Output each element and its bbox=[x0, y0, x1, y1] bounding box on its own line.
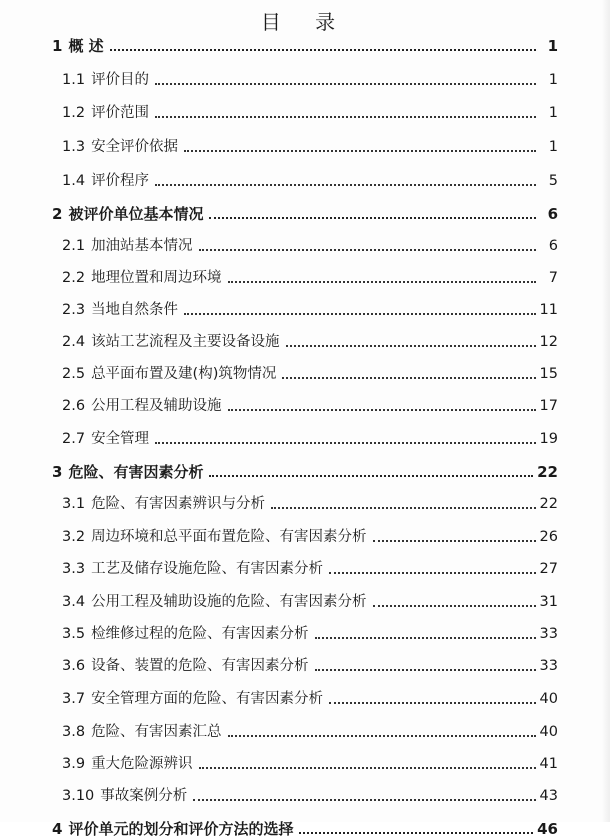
toc-entry-label: 事故案例分析 bbox=[100, 788, 188, 804]
toc-entry[interactable] bbox=[62, 66, 558, 90]
toc-entry-number: 4 bbox=[52, 820, 63, 838]
dot-leader bbox=[228, 408, 536, 411]
dot-leader bbox=[209, 474, 533, 477]
dot-leader bbox=[199, 248, 536, 251]
toc-entry-page-number: 6 bbox=[547, 205, 558, 223]
toc-entry[interactable] bbox=[52, 32, 558, 56]
toc-entry-page-number: 41 bbox=[539, 756, 558, 772]
toc-entry-label: 工艺及储存设施危险、有害因素分析 bbox=[91, 561, 324, 577]
toc-entry-number: 1 bbox=[52, 37, 63, 55]
toc-entry-label: 危险、有害因素汇总 bbox=[91, 724, 222, 740]
toc-entry[interactable] bbox=[62, 555, 558, 579]
dot-leader bbox=[315, 636, 536, 639]
dot-leader bbox=[282, 376, 535, 379]
toc-entry[interactable] bbox=[52, 458, 558, 482]
toc-entry-page-number: 43 bbox=[539, 788, 558, 804]
dot-leader bbox=[155, 115, 536, 118]
toc-entry[interactable] bbox=[62, 167, 558, 191]
toc-entry-page-number: 1 bbox=[548, 105, 558, 121]
toc-entry[interactable] bbox=[62, 296, 558, 320]
toc-entry-label: 周边环境和总平面布置危险、有害因素分析 bbox=[91, 529, 367, 545]
toc-entry[interactable] bbox=[62, 652, 558, 676]
toc-entry[interactable] bbox=[62, 328, 558, 352]
toc-entry-page-number: 33 bbox=[539, 626, 558, 642]
toc-entry-number: 1.4 bbox=[62, 173, 86, 189]
toc-entry-page-number: 33 bbox=[539, 658, 558, 674]
toc-entry-number: 3.9 bbox=[62, 756, 86, 772]
toc-entry[interactable] bbox=[52, 815, 558, 839]
toc-entry-label: 安全管理方面的危险、有害因素分析 bbox=[91, 691, 324, 707]
dot-leader bbox=[155, 82, 536, 85]
toc-entry-page-number: 6 bbox=[548, 238, 558, 254]
toc-entry-page-number: 27 bbox=[539, 561, 558, 577]
scan-edge-shadow bbox=[602, 0, 610, 822]
toc-entry-label: 地理位置和周边环境 bbox=[91, 270, 222, 286]
toc-entry[interactable] bbox=[62, 232, 558, 256]
toc-entry-number: 2.4 bbox=[62, 334, 86, 350]
toc-entry-label: 评价目的 bbox=[91, 72, 150, 88]
dot-leader bbox=[199, 766, 536, 769]
toc-entry-number: 2.3 bbox=[62, 302, 86, 318]
toc-entry-page-number: 1 bbox=[548, 72, 558, 88]
dot-leader bbox=[110, 48, 536, 51]
toc-entry-label: 总平面布置及建(构)筑物情况 bbox=[91, 366, 277, 382]
toc-entry[interactable] bbox=[62, 392, 558, 416]
toc-entry-page-number: 7 bbox=[548, 270, 558, 286]
toc-entry-label: 评价范围 bbox=[91, 105, 150, 121]
dot-leader bbox=[271, 506, 535, 509]
toc-entry-page-number: 26 bbox=[539, 529, 558, 545]
toc-entry-label: 设备、装置的危险、有害因素分析 bbox=[91, 658, 309, 674]
toc-entry-page-number: 40 bbox=[539, 691, 558, 707]
toc-entry-page-number: 19 bbox=[539, 431, 558, 447]
toc-entry-number: 3.5 bbox=[62, 626, 86, 642]
toc-entry[interactable] bbox=[62, 620, 558, 644]
toc-entry-label: 公用工程及辅助设施的危险、有害因素分析 bbox=[91, 594, 367, 610]
toc-entry-page-number: 1 bbox=[548, 139, 558, 155]
toc-entry[interactable] bbox=[62, 718, 558, 742]
toc-entry-label: 安全评价依据 bbox=[91, 139, 179, 155]
toc-entry-label: 被评价单位基本情况 bbox=[68, 205, 204, 223]
toc-entry-page-number: 11 bbox=[539, 302, 558, 318]
toc-entry-number: 2.1 bbox=[62, 238, 86, 254]
toc-entry-label: 评价单元的划分和评价方法的选择 bbox=[68, 820, 294, 838]
toc-entry-number: 3.8 bbox=[62, 724, 86, 740]
toc-entry-number: 3.6 bbox=[62, 658, 86, 674]
toc-entry[interactable] bbox=[62, 685, 558, 709]
toc-entry[interactable] bbox=[62, 782, 558, 806]
toc-entry[interactable] bbox=[62, 588, 558, 612]
toc-entry-label: 当地自然条件 bbox=[91, 302, 179, 318]
toc-entry-page-number: 1 bbox=[547, 37, 558, 55]
toc-entry[interactable] bbox=[52, 200, 558, 224]
dot-leader bbox=[228, 280, 536, 283]
toc-entry-page-number: 5 bbox=[548, 173, 558, 189]
toc-entry-label: 检维修过程的危险、有害因素分析 bbox=[91, 626, 309, 642]
toc-entry-page-number: 17 bbox=[539, 398, 558, 414]
toc-entry-number: 3.2 bbox=[62, 529, 86, 545]
toc-entry-number: 3.4 bbox=[62, 594, 86, 610]
dot-leader bbox=[184, 149, 536, 152]
toc-entry-label: 危险、有害因素辨识与分析 bbox=[91, 496, 266, 512]
dot-leader bbox=[373, 604, 536, 607]
toc-entry-number: 1.1 bbox=[62, 72, 86, 88]
toc-entry-number: 3.3 bbox=[62, 561, 86, 577]
toc-entry[interactable] bbox=[62, 133, 558, 157]
toc-entry[interactable] bbox=[62, 264, 558, 288]
dot-leader bbox=[329, 571, 535, 574]
toc-entry[interactable] bbox=[62, 750, 558, 774]
toc-entry-number: 2.2 bbox=[62, 270, 86, 286]
toc-entry-page-number: 22 bbox=[537, 463, 558, 481]
toc-entry-label: 评价程序 bbox=[91, 173, 150, 189]
dot-leader bbox=[299, 831, 533, 834]
toc-entry-page-number: 12 bbox=[539, 334, 558, 350]
toc-entry-number: 1.2 bbox=[62, 105, 86, 121]
toc-entry[interactable] bbox=[62, 99, 558, 123]
dot-leader bbox=[209, 216, 536, 219]
toc-entry-page-number: 46 bbox=[537, 820, 558, 838]
dot-leader bbox=[286, 344, 536, 347]
toc-title: 目 录 bbox=[260, 10, 350, 34]
toc-entry[interactable] bbox=[62, 425, 558, 449]
toc-entry-label: 重大危险源辨识 bbox=[91, 756, 193, 772]
dot-leader bbox=[184, 312, 535, 315]
toc-entry-number: 3.10 bbox=[62, 788, 95, 804]
toc-entry-number: 3.1 bbox=[62, 496, 86, 512]
toc-entry-page-number: 22 bbox=[539, 496, 558, 512]
toc-entry-number: 2.7 bbox=[62, 431, 86, 447]
toc-entry[interactable] bbox=[62, 490, 558, 514]
toc-entry-number: 1.3 bbox=[62, 139, 86, 155]
dot-leader bbox=[155, 183, 536, 186]
dot-leader bbox=[315, 668, 536, 671]
toc-entry-number: 2.6 bbox=[62, 398, 86, 414]
toc-entry-page-number: 15 bbox=[539, 366, 558, 382]
toc-entry-label: 加油站基本情况 bbox=[91, 238, 193, 254]
dot-leader bbox=[155, 441, 535, 444]
toc-entry-label: 公用工程及辅助设施 bbox=[91, 398, 222, 414]
dot-leader bbox=[228, 734, 536, 737]
toc-entry-label: 该站工艺流程及主要设备设施 bbox=[91, 334, 280, 350]
dot-leader bbox=[193, 798, 535, 801]
toc-entry-page-number: 31 bbox=[539, 594, 558, 610]
toc-entry-number: 2.5 bbox=[62, 366, 86, 382]
toc-entry-page-number: 40 bbox=[539, 724, 558, 740]
toc-entry[interactable] bbox=[62, 360, 558, 384]
toc-entry-number: 2 bbox=[52, 205, 63, 223]
toc-entry-number: 3 bbox=[52, 463, 63, 481]
dot-leader bbox=[329, 701, 535, 704]
toc-entry-number: 3.7 bbox=[62, 691, 86, 707]
dot-leader bbox=[373, 539, 536, 542]
toc-entry-label: 概 述 bbox=[68, 37, 104, 55]
toc-entry[interactable] bbox=[62, 523, 558, 547]
toc-entry-label: 危险、有害因素分析 bbox=[68, 463, 204, 481]
toc-entry-label: 安全管理 bbox=[91, 431, 150, 447]
